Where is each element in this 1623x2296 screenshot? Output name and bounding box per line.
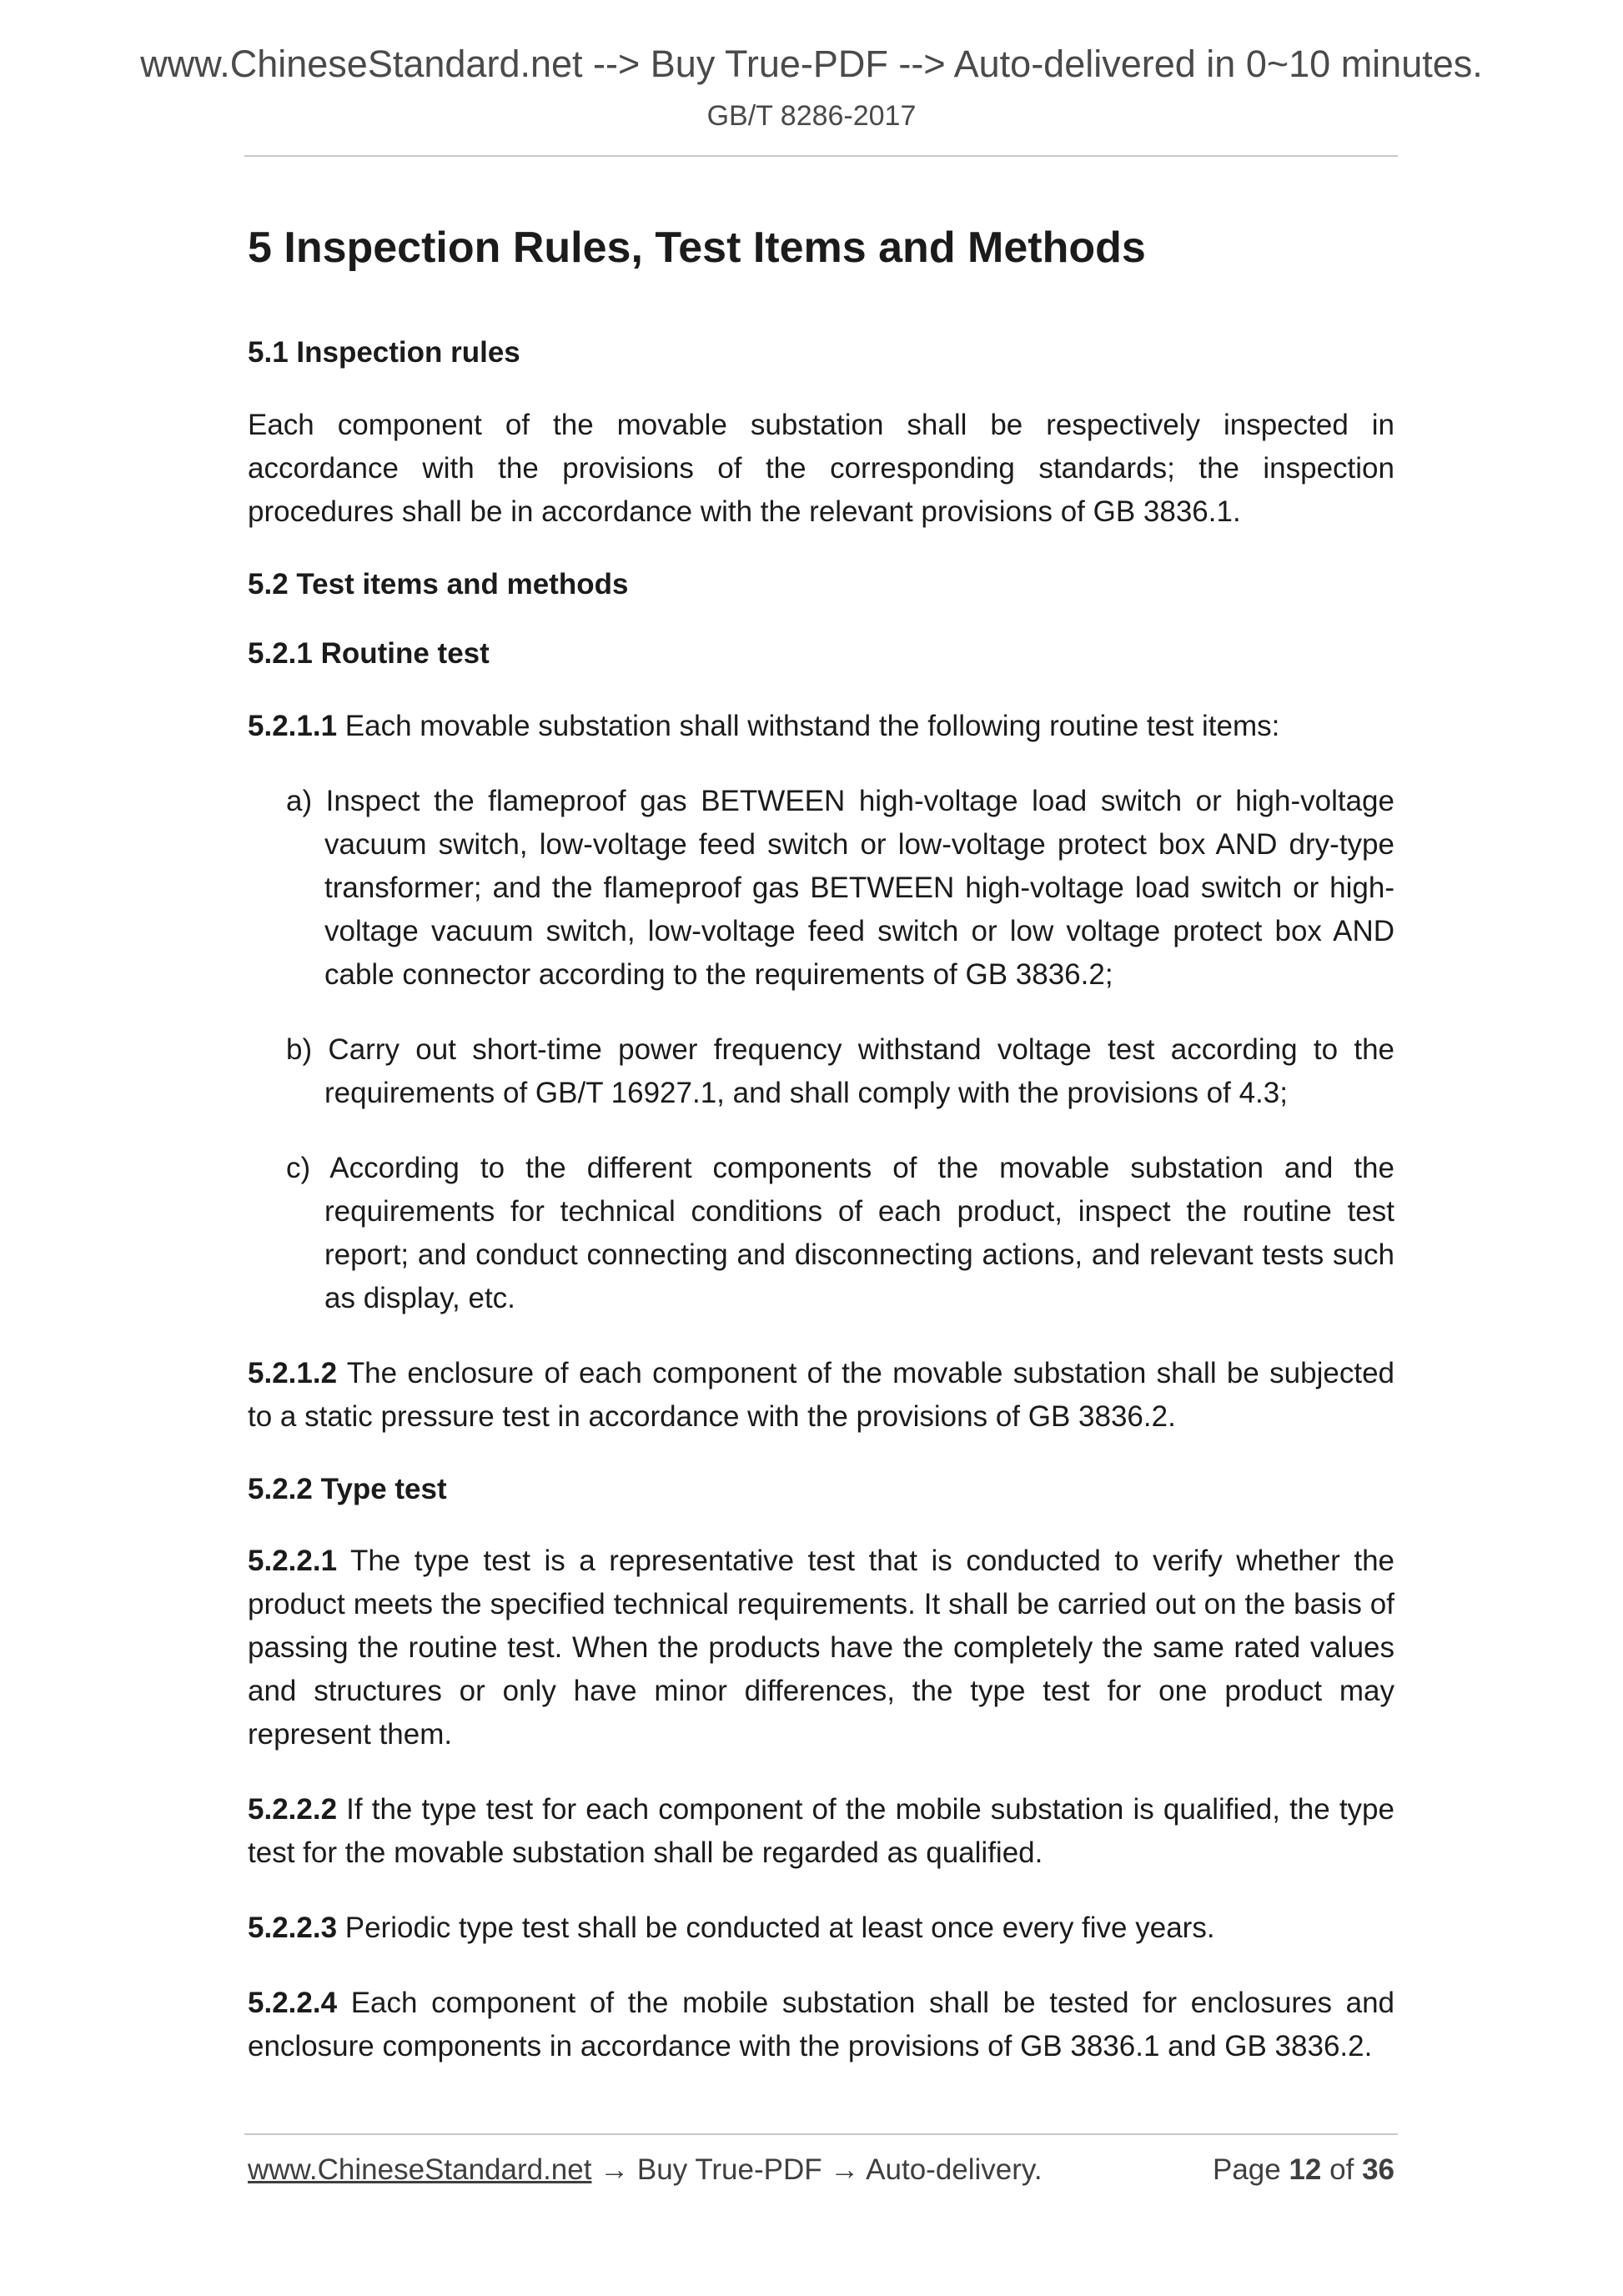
clause-text: Periodic type test shall be conducted at least once every five years. [337,1912,1215,1945]
footer-site-link[interactable]: www.ChineseStandard.net [248,2153,592,2186]
clause-number: 5.2.2.4 [248,1987,338,2020]
clause-5-2-1-1 [248,705,1394,748]
heading-5-2-2: 5.2.2 Type test [248,1472,447,1505]
footer-divider [244,2133,1398,2135]
clause-5-2-1-2 [248,1352,1394,1439]
page-label: Page [1212,2153,1281,2186]
standard-code: GB/T 8286-2017 [706,100,917,132]
header-banner: www.ChineseStandard.net --> Buy True-PDF --> Auto-delivered in 0~10 minutes. [140,43,1483,85]
list-item-b: b) Carry out short-time power frequency withstand voltage test according to the requirements of GB/T 16927.1, and shall comply with the provisions of 4.3; [286,1032,1394,1109]
footer-tagline: → Buy True-PDF → Auto-delivery. [591,2153,1043,2186]
heading-5-2: 5.2 Test items and methods [248,567,629,600]
list-item-c: c) According to the different components of the movable substation and the requirements for technical conditions of each product, inspect the routine test report; and conduct connecting and disconnecting actions, and relevant tests such as display, etc. [286,1151,1394,1314]
heading-5-2-1: 5.2.1 Routine test [248,637,490,671]
clause-5-2-2-4 [248,1982,1394,2068]
clause-number: 5.2.2.3 [248,1912,338,1945]
clause-text: Each movable substation shall withstand the following routine test items: [337,709,1280,742]
page-content [248,215,1394,2100]
page-footer [248,2153,1394,2187]
clause-5-2-2-2 [248,1788,1394,1875]
paragraph-5-1: Each component of the movable substation shall be respectively inspected in accordance with the provisions of the corresponding standards; the inspection procedures shall be in accordance with the relevant provisions of GB 3836.1. [248,408,1394,528]
clause-text: The enclosure of each component of the movable substation shall be subjected to a static pressure test in accordance with the provisions of GB 3836.2. [248,1356,1394,1433]
clause-text: The type test is a representative test that is conducted to verify whether the product meets the specified technical requirements. It shall be carried out on the basis of passing the routine test. When the products have the completely the same rated values and structures or only have minor differences, the type test for one product may represent them. [248,1545,1394,1751]
clause-5-2-2-1 [248,1540,1394,1756]
clause-number: 5.2.2.1 [248,1545,338,1578]
page-total: 36 [1362,2153,1394,2186]
clause-number: 5.2.2.2 [248,1793,338,1826]
list-item-a: a) Inspect the flameproof gas BETWEEN high-voltage load switch or high-voltage vacuum switch, low-voltage feed switch or low-voltage protect box AND dry-type transformer; and the flameproof gas BETWEEN high-voltage load switch or high-voltage vacuum switch, low-voltage feed switch or low voltage protect box AND cable connector according to the requirements of GB 3836.2; [286,784,1394,991]
of-label: of [1329,2153,1354,2186]
footer-links [248,2153,1043,2187]
page-number: 12 [1289,2153,1322,2186]
heading-5-1: 5.1 Inspection rules [248,336,520,369]
page-indicator [1213,2153,1394,2187]
clause-text: If the type test for each component of the mobile substation is qualified, the type test for the movable substation shall be regarded as qualified. [248,1793,1394,1870]
clause-number: 5.2.1.2 [248,1356,338,1389]
header-divider [244,155,1398,157]
clause-number: 5.2.1.1 [248,709,338,742]
clause-text: Each component of the mobile substation shall be tested for enclosures and enclosure components in accordance with the provisions of GB 3836.1 and GB 3836.2. [248,1987,1394,2063]
section-title: 5 Inspection Rules, Test Items and Methods [248,224,1146,272]
clause-5-2-2-3 [248,1907,1394,1950]
